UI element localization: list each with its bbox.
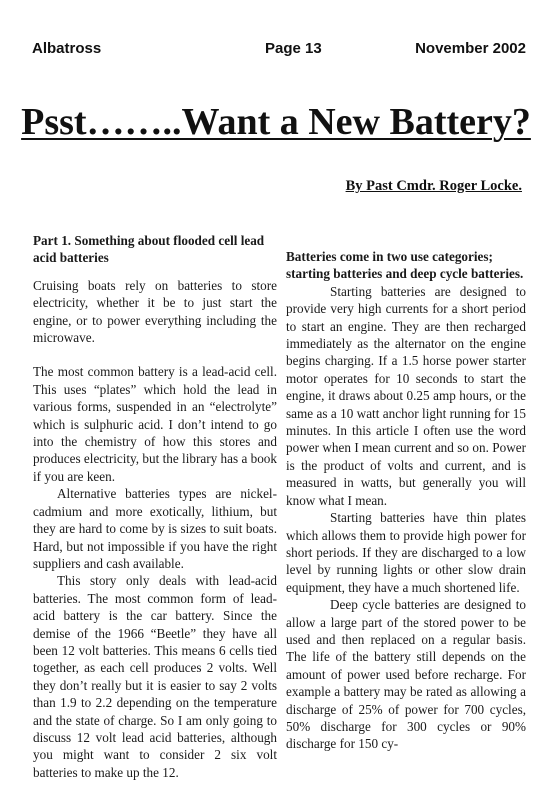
article-title: Psst……..Want a New Battery? bbox=[21, 101, 531, 143]
paragraph: Cruising boats rely on batteries to store electricity, whether it be to just start the engine, or to power everything including the microwave. bbox=[33, 277, 277, 346]
section-heading: Batteries come in two use categories; starting batteries and deep cycle batteries. bbox=[286, 249, 524, 282]
paragraph: Deep cycle batteries are designed to allow a large part of the stored power to be used and then replaced on a regular basis. The life of the battery still depends on the amount of power used before recharge. For example a battery may be rated as allowing a discharge of 25% of power for 700 cycles, 50% discharge for 300 cycles or 90% discharge for 150 cy- bbox=[286, 597, 526, 752]
article-byline: By Past Cmdr. Roger Locke. bbox=[345, 178, 522, 194]
paragraph: Starting batteries have thin plates which allows them to provide high power for short periods. If they are discharged to a low level by running lights or other slow drain equipment, they have a much shortened life. bbox=[286, 510, 526, 595]
paragraph: This story only deals with lead-acid batteries. The most common form of lead-acid battery is the car battery. Since the demise of the 1966 “Beetle” they have all been 12 volt batteries. This means 6 cells tied together, as each cell produces 2 volts. Well they don’t really but it is easier to say 2 volts than 1.9 to 2.2 depending on the temperature and the state of charge. So I am only going to discuss 12 volt lead acid batteries, although you might want to consider 2 six volt batteries to make up the 12. bbox=[33, 573, 277, 780]
right-column bbox=[286, 248, 526, 753]
page-header bbox=[32, 40, 526, 62]
paragraph: The most common battery is a lead-acid cell. This uses “plates” which hold the lead in various forms, suspended in an “electrolyte” which is sulphuric acid. I don’t intend to go into the chemistry of how this stores and produces electricity, but the library has a book if you are keen. bbox=[33, 364, 277, 484]
paragraph: Alternative batteries types are nickel-cadmium and more exotically, lithium, but they are hard to come by is sizes to suit boats. Hard, but not impossible if you have the right suppliers and cash available. bbox=[33, 486, 277, 571]
issue-date: November 2002 bbox=[415, 40, 526, 57]
page-number: Page 13 bbox=[265, 40, 322, 57]
left-column bbox=[33, 232, 277, 781]
section-heading: Part 1. Something about flooded cell lead acid batteries bbox=[33, 233, 265, 266]
paragraph: Starting batteries are designed to provide very high currents for a short period to start an engine. They are then recharged immediately as the alternator on the engine begins charging. If a 1.5 horse power starter motor operates for 10 seconds to start the engine, it draws about 0.25 amp hours, or the same as a 10 watt anchor light running for 15 minutes. In this article I often use the word power when I mean current and so on. Power is the product of volts and current, and is measured in watts, but generally you will know what I mean. bbox=[286, 283, 526, 508]
publication-name: Albatross bbox=[32, 40, 102, 57]
